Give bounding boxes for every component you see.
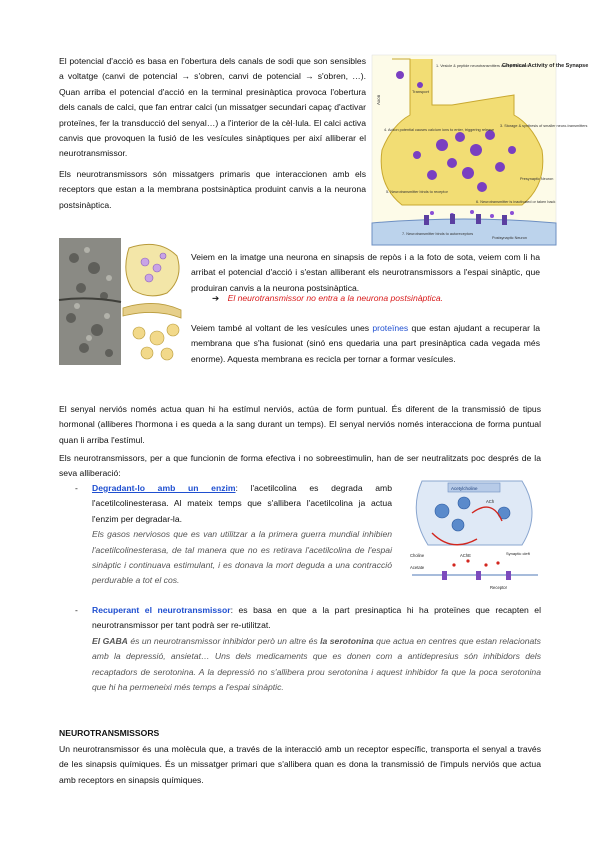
bullet-example-part2: que actua en centres que estan relacionats amb la depressió, ansietat… Uns dels medicaments que es donen com a antidepresius són inhibidors dels recaptadors de serotonina. A la depressió no s'allibera prou serotonina i aquest inhibidor fa que la poca serotonina que hi ha permeneixi més temps a l'espai sinàptic. [92, 635, 541, 693]
paragraph-text: Veiem en la imatge una neurona en sinapsis de repòs i a la foto de sota, veiem com li ha arribat el potencial d'acció i s'estan alliberant els neurotransmissors a l'espai sinàptic, que produiran canvis a la neurona postsinàptica. [191, 252, 540, 293]
paragraph-text: El potencial d'acció es basa en l'obertura dels canals de sodi que son sensibles a voltatge (canvi de potencial → s'obren, canvi de potencial → s'obren, …). Quan arriba el potencial d'acció en la terminal presinàptica provoca l'obertura dels canals de calci, que fan entrar calci (un missatger secundari capaç d'activar proteïnes, fer la transducció del senyal…) a l'interior de la cèl·lula. El calci activa canvis que provoquen la fusió de les vesícules sinàptiques per així alliberar el neurotransmissor. [59, 56, 366, 159]
fig2-receptor: Receptor [490, 585, 507, 590]
paragraph-image-description [191, 250, 540, 296]
bullet-enzyme-degradation [75, 481, 392, 589]
fig1-step1: 1. Vesicle & peptide neurotransmitters are synthesized [436, 64, 528, 68]
bullet-reuptake [75, 603, 541, 695]
fig1-step5: 5. Neurotransmitter binds to receptor [386, 190, 448, 194]
fig2-ache: AChE [460, 553, 471, 558]
note-arrow-icon: ➔ [212, 293, 220, 303]
fig2-synaptic: Synaptic cleft [506, 551, 530, 556]
fig2-ach: ACh [486, 499, 495, 504]
gaba-term: El GABA [92, 635, 128, 646]
heading-text: NEUROTRANSMISSORS [59, 728, 160, 738]
note-line [212, 291, 532, 306]
fig1-step3: 3. Storage & synthesis of smaller neuro-transmitters [500, 124, 588, 128]
paragraph-text: Un neurotransmissor és una molècula que, a través de la interacció amb un receptor específic, transporta el senyal a través de les sinapsis químiques. És un missatger primari que s'allibera quan es dona la transmissió de l'impuls nerviós que actua amb receptors en sinapsis químiques. [59, 744, 541, 785]
paragraph-text-start: Veiem també al voltant de les vesícules unes [191, 323, 373, 333]
proteins-highlight: proteïnes [372, 323, 409, 333]
paragraph-primary-messengers [59, 167, 366, 213]
section-heading [59, 726, 359, 741]
paragraph-text: El senyal nerviós només actua quan hi ha estímul nerviós, actúa de form puntual. És diferent de la transmissió de tipus hormonal (alliberes l'hormona i es queda a la sang durant un temps). El senyal nerviós només interacciona de forma puntual quan li arriba l'estímul. [59, 404, 541, 445]
paragraph-action-potential [59, 54, 366, 162]
acetylcholine-diagram-figure [402, 473, 548, 593]
paragraph-nerve-signal [59, 402, 541, 448]
fig1-step4: 4. Action potential causes calcium ions to enter, triggering release [384, 128, 495, 132]
paragraph-text: Els neurotransmissors són missatgers primaris que interaccionen amb els receptors que estan a la membrana postsinàptica produint canvis a la neurona postsinàptica. [59, 169, 366, 210]
fig2-acetate: Acetate [410, 565, 425, 570]
paragraph-text-end: que estan ajudant a recuperar la membrana que s'ha fusionat (sinó ens quedaria una part presinàptica cada vegada més enorme). Aquesta membrana es recicla per tornar a formar vesícules. [191, 323, 540, 364]
bullet-title: Degradant-lo amb un enzim [92, 483, 236, 493]
fig1-axon: Axon [376, 94, 381, 105]
paragraph-text: Els neurotransmissors, per a que funcionin de forma efectiva i no sobreestimulin, han de ser neutralitzats poc després de la seva alliberació: [59, 453, 541, 479]
bullet-dash: - [75, 605, 78, 615]
fig2-choline: Choline [410, 553, 425, 558]
fig1-presyn: Presynaptic Neuron [520, 177, 554, 181]
note-text: El neurotransmissor no entra a la neurona postsinàptica. [227, 293, 444, 303]
fig1-postsyn: Postsynaptic Neuron [492, 236, 528, 240]
fig1-title: Chemical Activity of the Synapse [502, 63, 589, 69]
bullet-title: Recuperant el neurotransmissor [92, 605, 231, 615]
paragraph-proteins [191, 321, 540, 367]
paragraph-definition [59, 742, 541, 788]
bullet-text: : es basa en que a la part presinaptica hi ha proteïnes que recapten el neurotransmissor per tant podrà ser re-utilitzat. [92, 605, 541, 631]
bullet-text: : l'acetilcolina es degrada amb l'acetilcolinesterasa. Al mateix temps que s'allibera l'acetilcolina ja actua l'enzim per degradar-la. [92, 483, 392, 524]
fig1-transport: Transport [412, 89, 429, 94]
fig1-step6: 6. Neurotransmitter is inactivated or taken back [476, 200, 556, 204]
fig1-step7: 7. Neurotransmitter binds to autoreceptors [402, 232, 474, 236]
bullet-example: Els gasos nerviosos que es van utilitzar a la primera guerra mundial inhibien l'acetilcolinesterasa, de tal manera que no es retirava l'acetilcolina de l'espai sinàptic i continuava estimulant, i es donava la mort deguda a una contracció perdurable a tot el cos. [92, 529, 392, 586]
serotonin-term: la serotonina [320, 635, 374, 646]
fig2-top-label: Acetylcholine [451, 486, 478, 491]
bullet-dash: - [75, 483, 78, 493]
synapse-diagram-figure [372, 55, 589, 245]
synapse-micrograph-figure [59, 238, 184, 365]
bullet-example-part1: és un neurotransmissor inhibidor però un altre és [127, 635, 321, 646]
